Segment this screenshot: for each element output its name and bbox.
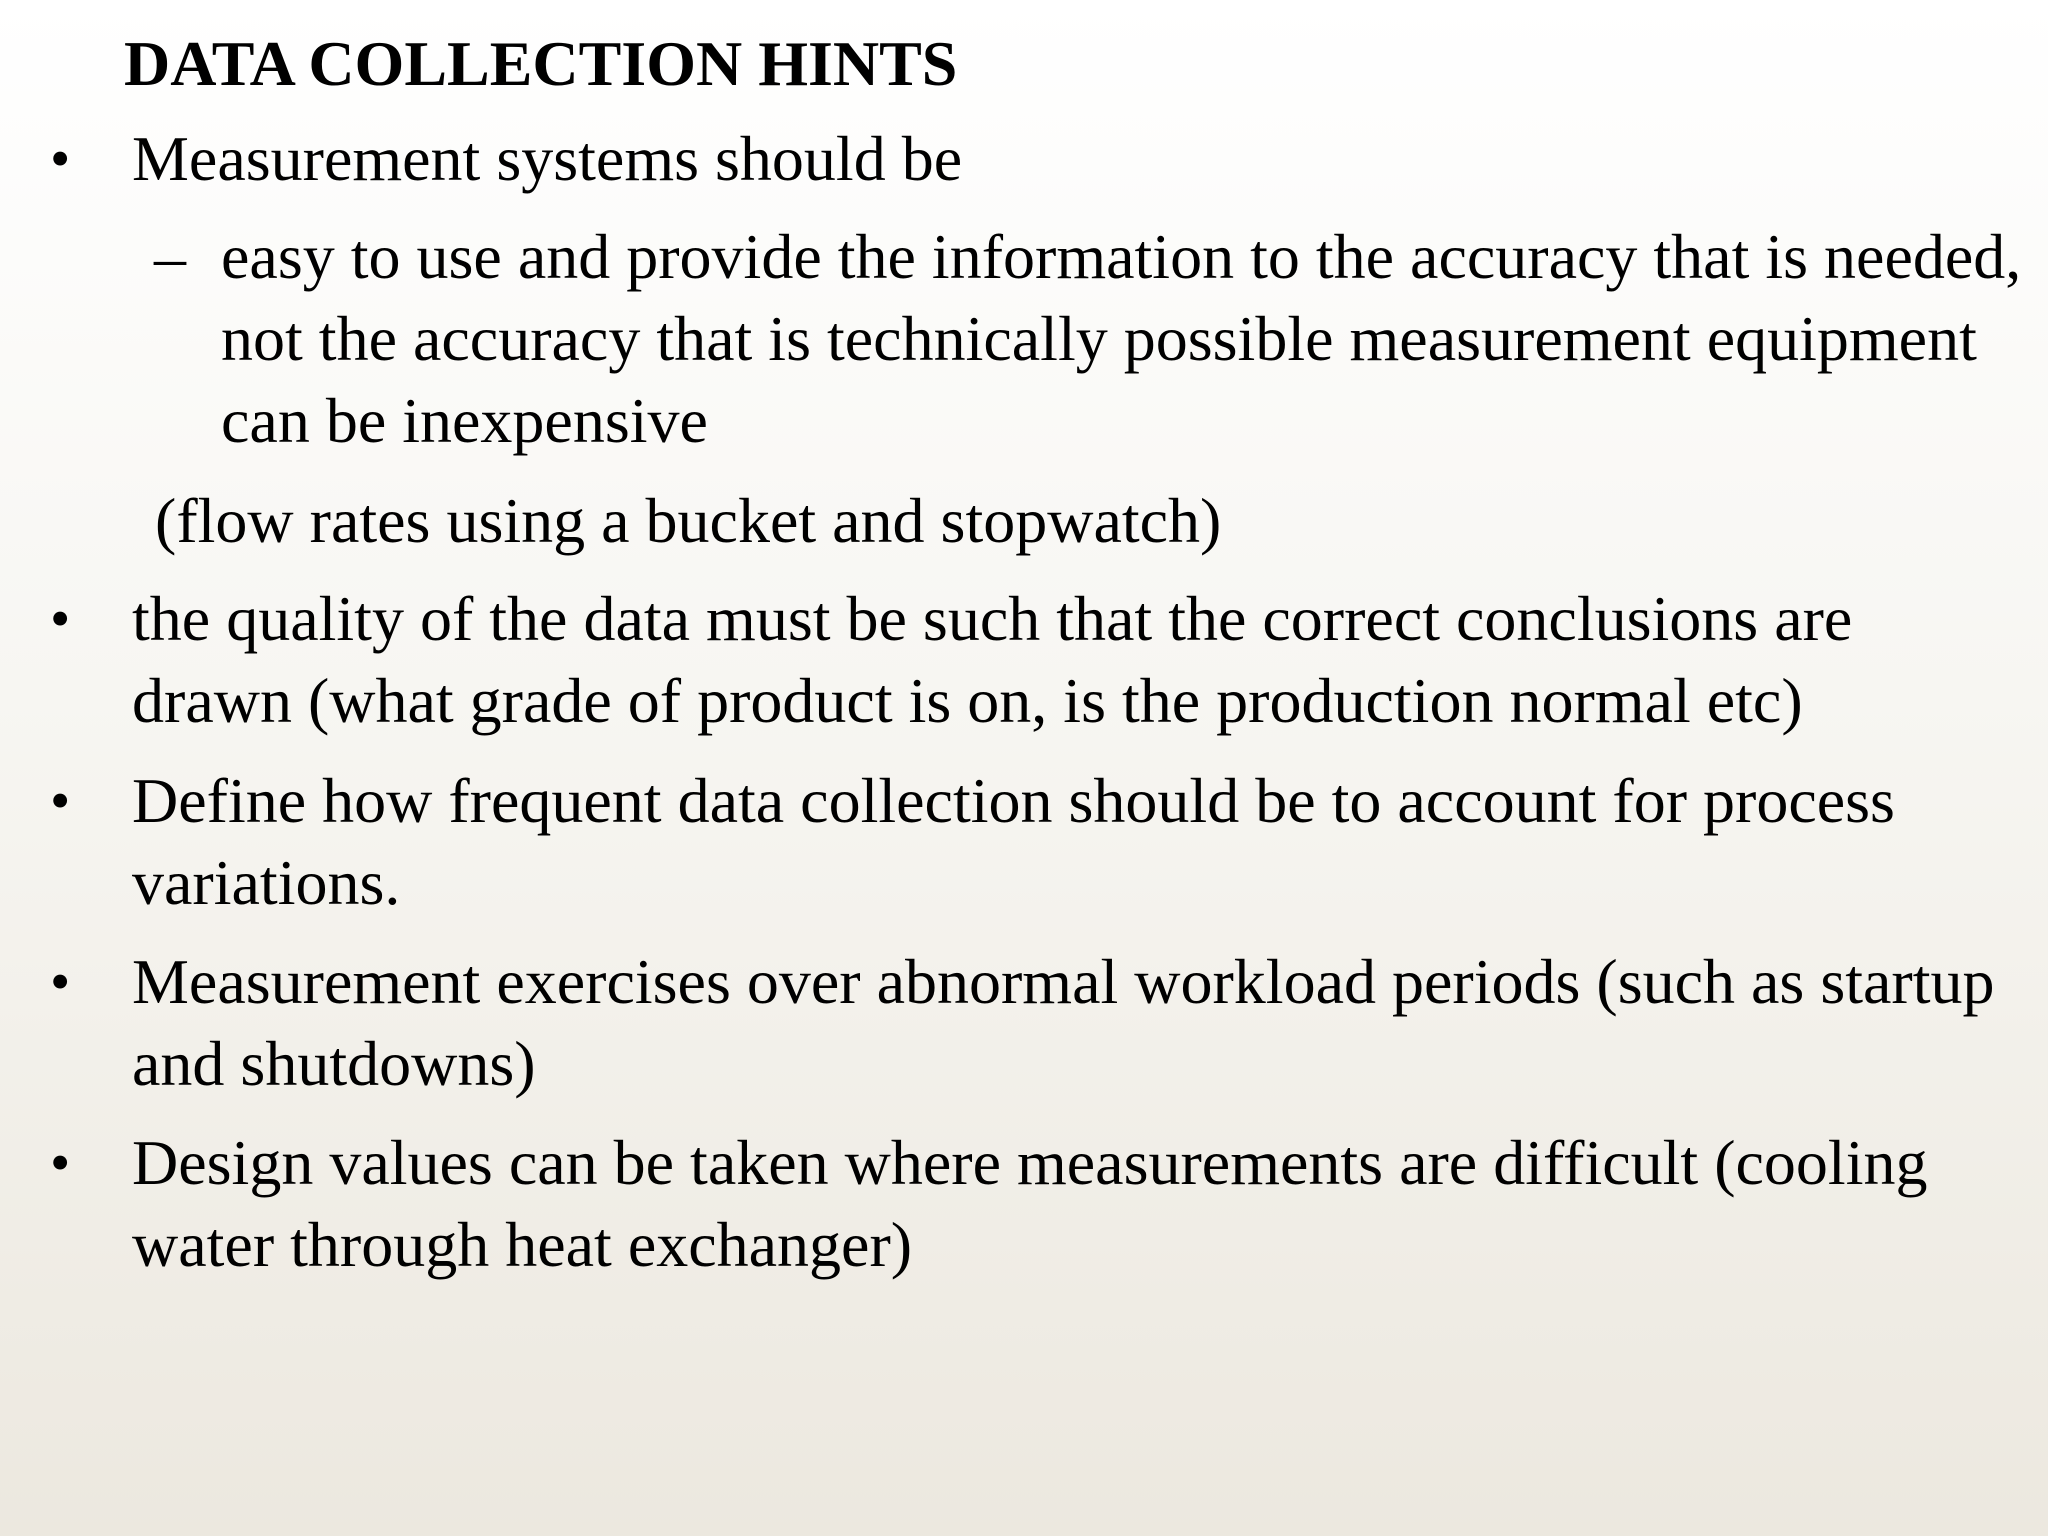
bullet-item-data-quality: the quality of the data must be such that the correct conclusions are drawn (what grade of product is on, is the production normal etc) bbox=[132, 583, 1853, 736]
bullet-item-design-values: Design values can be taken where measurements are difficult (cooling water through heat exchanger) bbox=[132, 1127, 1928, 1280]
note-flow-rates: (flow rates using a bucket and stopwatch) bbox=[155, 485, 1222, 556]
bullet-item-measurement-systems: Measurement systems should be bbox=[132, 123, 963, 194]
bullet-marker: • bbox=[50, 949, 71, 1014]
bullet-marker: • bbox=[50, 1130, 71, 1195]
bullet-marker: • bbox=[50, 126, 71, 191]
slide-title: DATA COLLECTION HINTS bbox=[124, 28, 958, 99]
bullet-item-abnormal-workload: Measurement exercises over abnormal workload periods (such as startup and shutdowns) bbox=[132, 946, 1995, 1099]
bullet-marker: • bbox=[50, 768, 71, 833]
sub-item-easy-to-use: easy to use and provide the information to the accuracy that is needed, not the accuracy that is technically possible measurement equipment can be inexpensive bbox=[221, 221, 2022, 456]
bullet-item-collection-frequency: Define how frequent data collection should be to account for process variations. bbox=[132, 765, 1895, 918]
bullet-marker: • bbox=[50, 586, 71, 651]
sub-bullet-marker: – bbox=[154, 221, 186, 292]
